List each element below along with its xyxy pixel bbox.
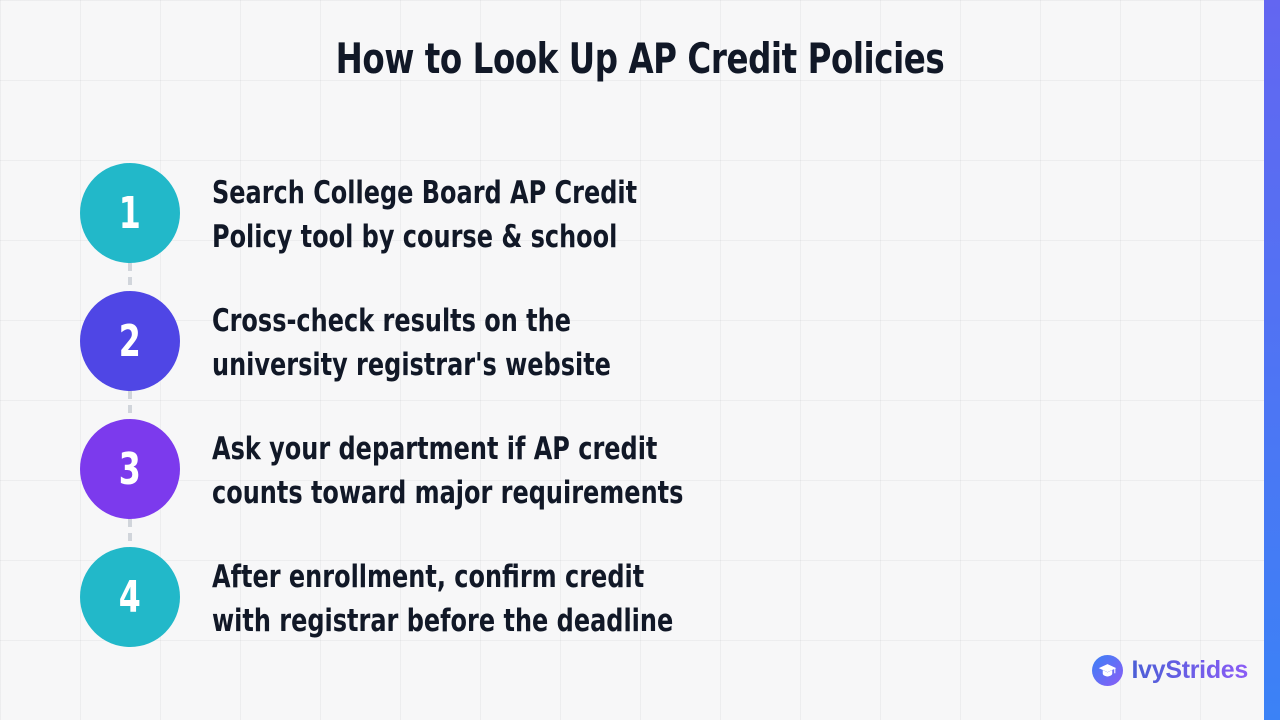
step-number: 4 <box>118 571 142 623</box>
step-text: Ask your department if AP credit counts toward major requirements <box>212 431 684 511</box>
brand-logo <box>1092 655 1248 686</box>
step-text: After enrollment, confirm credit with registrar before the deadline <box>212 559 674 639</box>
step-number: 3 <box>118 443 142 495</box>
step-item <box>80 291 780 391</box>
step-number-badge <box>80 291 180 391</box>
accent-bar <box>1264 0 1280 720</box>
step-connector <box>128 263 132 291</box>
step-number-badge <box>80 419 180 519</box>
brand-name: IvyStrides <box>1131 656 1248 684</box>
step-item <box>80 419 780 519</box>
step-number-badge <box>80 547 180 647</box>
step-connector <box>128 519 132 547</box>
page-title: How to Look Up AP Credit Policies <box>335 34 945 83</box>
step-item <box>80 163 780 263</box>
steps-list <box>80 163 780 647</box>
step-number: 1 <box>118 187 142 239</box>
step-number-badge <box>80 163 180 263</box>
step-connector <box>128 391 132 419</box>
step-text: Cross-check results on the university registrar's website <box>212 303 611 383</box>
step-text: Search College Board AP Credit Policy tool by course & school <box>212 175 638 255</box>
graduation-cap-icon <box>1092 655 1123 686</box>
step-item <box>80 547 780 647</box>
step-number: 2 <box>118 315 142 367</box>
